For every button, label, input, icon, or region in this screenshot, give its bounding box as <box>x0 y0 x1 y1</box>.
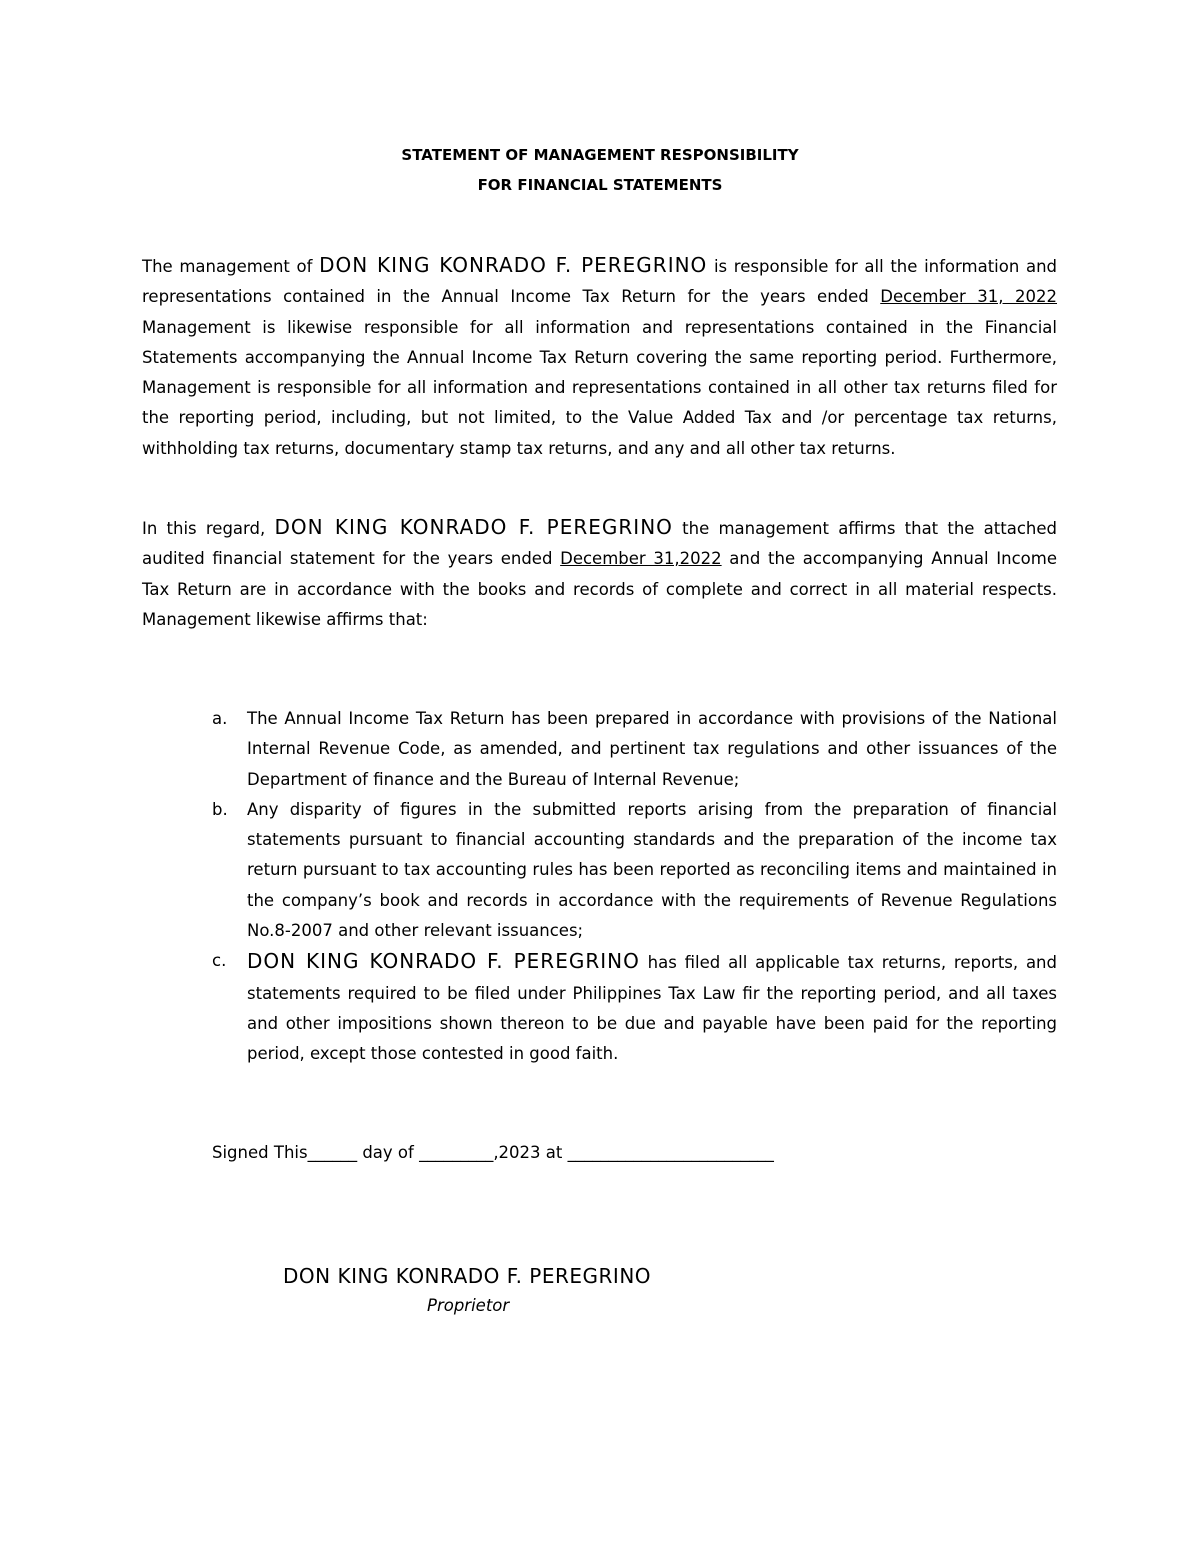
para2-post: and the accompanying Annual Income Tax Return are in accordance with the books and records of complete and correct in all material respects. Management likewise affirms that: <box>142 549 1057 629</box>
list-marker: a. <box>212 709 228 728</box>
list-item-text: Any disparity of figures in the submitted reports arising from the preparation of financial statements pursuant to financial accounting standards and the preparation of the income tax return pursuant to tax accounting rules has been reported as reconciling items and maintained in the company’s book and records in accordance with the requirements of Revenue Regulations No.8-2007 and other relevant issuances; <box>247 799 1057 941</box>
para2-pre: In this regard, <box>142 519 275 538</box>
paragraph-affirmation <box>142 512 1057 635</box>
period-end-date: December 31, 2022 <box>880 287 1057 307</box>
list-marker: b. <box>212 799 228 819</box>
list-marker: c. <box>212 951 227 971</box>
company-name: DON KING KONRADO F. PEREGRINO <box>247 949 640 974</box>
document-title-line2: FOR FINANCIAL STATEMENTS <box>477 176 723 194</box>
para2-mid: the management affirms that the attached audited financial statement for the years ended <box>142 519 1057 569</box>
affirmation-list <box>212 704 1057 1070</box>
list-item-text: The Annual Income Tax Return has been prepared in accordance with provisions of the National Internal Revenue Code, as amended, and pertinent tax regulations and other issuances of the Department of finance and the Bureau of Internal Revenue; <box>247 709 1057 789</box>
signatory-title: Proprietor <box>427 1296 510 1315</box>
period-end-date: December 31,2022 <box>560 549 722 569</box>
list-item <box>212 704 1057 795</box>
company-name: DON KING KONRADO F. PEREGRINO <box>274 515 673 539</box>
paragraph-management-responsibility <box>142 250 1057 464</box>
para1-post: Management is likewise responsible for all information and representations contained in the Financial Statements accompanying the Annual Income Tax Return covering the same reporting period. Furthermore, Management is responsible for all information and representations contained in all other tax returns filed for the reporting period, including, but not limited, to the Value Added Tax and /or percentage tax returns, withholding tax returns, documentary stamp tax returns, and any and all other tax returns. <box>142 317 1057 458</box>
signed-line: Signed This______ day of _________,2023 at _________________________ <box>212 1143 774 1162</box>
list-item <box>212 946 1057 1069</box>
signatory-name: DON KING KONRADO F. PEREGRINO <box>283 1264 652 1288</box>
company-name: DON KING KONRADO F. PEREGRINO <box>319 253 708 277</box>
para1-mid: is responsible for all the information and representations contained in the Annual Income Tax Return for the years ended <box>142 257 1058 307</box>
list-item <box>212 795 1057 946</box>
document-title-line1: STATEMENT OF MANAGEMENT RESPONSIBILITY <box>401 146 799 164</box>
para1-pre: The management of <box>142 257 320 276</box>
list-item-text: has filed all applicable tax returns, reports, and statements required to be filed under Philippines Tax Law fir the reporting period, and all taxes and other impositions shown thereon to be due and payable have been paid for the reporting period, except those contested in good faith. <box>247 953 1057 1064</box>
